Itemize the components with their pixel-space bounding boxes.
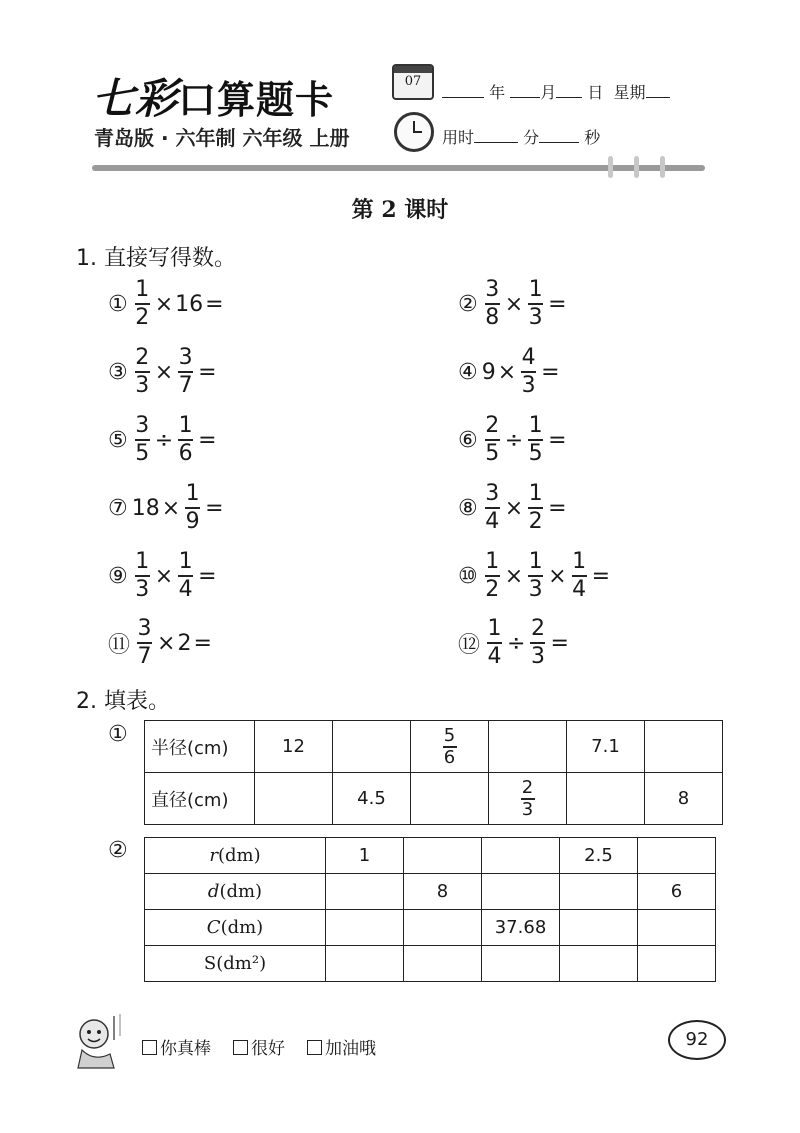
rating-option-great[interactable]: 你真棒: [142, 1034, 211, 1059]
minutes-blank[interactable]: [474, 142, 518, 143]
problem-4: ④ 9 × $\frac{4}{3}$ =: [458, 345, 560, 398]
checkbox-icon: [142, 1040, 157, 1055]
table-cell[interactable]: [404, 946, 482, 982]
title-text: 口算题卡: [178, 78, 335, 122]
radius-diameter-table: [144, 720, 723, 825]
fraction: $\frac{3}{8}$: [485, 277, 500, 330]
table-cell[interactable]: [560, 910, 638, 946]
fraction: $\frac{1}{3}$: [135, 549, 150, 602]
problem-11: ⑪ $\frac{3}{7}$ × 2 =: [108, 616, 212, 669]
table-cell[interactable]: [333, 721, 411, 773]
row-label-r: r(dm): [145, 838, 326, 874]
checkbox-icon: [233, 1040, 248, 1055]
fraction: $\frac{2}{3}$: [521, 777, 534, 820]
page-number: 92: [668, 1020, 726, 1060]
table-cell[interactable]: 12: [255, 721, 333, 773]
calendar-icon: [392, 64, 434, 100]
fraction: $\frac{1}{3}$: [528, 549, 543, 602]
table-cell[interactable]: [638, 910, 716, 946]
table-cell[interactable]: [404, 838, 482, 874]
table-cell[interactable]: 1: [326, 838, 404, 874]
table-cell[interactable]: [567, 773, 645, 825]
table-row: [145, 874, 716, 910]
circle-measures-table: [144, 837, 716, 982]
problem-8: ⑧ $\frac{3}{4}$ × $\frac{1}{2}$ =: [458, 481, 567, 534]
table-cell[interactable]: 6: [638, 874, 716, 910]
date-line: [442, 80, 670, 103]
binder-clip-icon: [660, 156, 665, 178]
table-cell[interactable]: [482, 946, 560, 982]
fraction: $\frac{3}{7}$: [137, 616, 152, 669]
table-cell[interactable]: [326, 946, 404, 982]
table-cell[interactable]: [560, 874, 638, 910]
problem-6: ⑥ $\frac{2}{5}$ ÷ $\frac{1}{5}$ =: [458, 413, 567, 466]
table-cell[interactable]: [560, 946, 638, 982]
rating-option-good[interactable]: 很好: [233, 1034, 285, 1059]
fraction: $\frac{1}{3}$: [528, 277, 543, 330]
alarm-clock-icon: [394, 112, 434, 152]
fraction: $\frac{1}{2}$: [528, 481, 543, 534]
year-blank[interactable]: [442, 97, 484, 98]
table-row: [145, 721, 723, 773]
time-line: [442, 125, 600, 148]
row-label-diameter: 直径(cm): [145, 773, 255, 825]
edition-subtitle: 青岛版 · 六年制 六年级 上册: [94, 126, 350, 150]
fraction: $\frac{1}{4}$: [487, 616, 502, 669]
table-cell[interactable]: [326, 910, 404, 946]
mascot-icon: [70, 1010, 130, 1070]
table-cell[interactable]: [645, 721, 723, 773]
table-cell[interactable]: 8: [645, 773, 723, 825]
fraction: $\frac{1}{2}$: [135, 277, 150, 330]
table-cell[interactable]: 37.68: [482, 910, 560, 946]
binder-clip-icon: [608, 156, 613, 178]
fraction: $\frac{2}{5}$: [485, 413, 500, 466]
table-cell[interactable]: [482, 874, 560, 910]
table-cell[interactable]: [489, 721, 567, 773]
fraction: $\frac{1}{5}$: [528, 413, 543, 466]
table-1-marker: ①: [108, 722, 128, 747]
problem-2: ② $\frac{3}{8}$ × $\frac{1}{3}$ =: [458, 277, 567, 330]
table-cell[interactable]: 4.5: [333, 773, 411, 825]
seconds-label: 秒: [584, 128, 601, 147]
day-blank[interactable]: [556, 97, 582, 98]
table-cell[interactable]: [638, 946, 716, 982]
table-cell[interactable]: [326, 874, 404, 910]
fraction: $\frac{2}{3}$: [530, 616, 545, 669]
fraction: $\frac{3}{4}$: [485, 481, 500, 534]
brand-name: 七彩: [92, 74, 179, 123]
weekday-label: 星期: [613, 83, 646, 102]
table-cell[interactable]: 8: [404, 874, 482, 910]
rating-option-keep-going[interactable]: 加油哦: [307, 1034, 376, 1059]
self-rating: [142, 1034, 376, 1059]
table-row: [145, 946, 716, 982]
table-cell[interactable]: 7.1: [567, 721, 645, 773]
problem-1: ① $\frac{1}{2}$ × 16 =: [108, 277, 224, 330]
row-label-radius: 半径(cm): [145, 721, 255, 773]
question-1-title: 1. 直接写得数。: [76, 246, 236, 271]
problem-3: ③ $\frac{2}{3}$ × $\frac{3}{7}$ =: [108, 345, 217, 398]
seconds-blank[interactable]: [539, 142, 579, 143]
table-cell[interactable]: [482, 838, 560, 874]
table-cell[interactable]: 2.5: [560, 838, 638, 874]
table-row: [145, 838, 716, 874]
table-cell[interactable]: [411, 721, 489, 773]
table-row: [145, 910, 716, 946]
fraction: $\frac{4}{3}$: [521, 345, 536, 398]
problem-7: ⑦ 18 × $\frac{1}{9}$ =: [108, 481, 224, 534]
header-divider: [92, 165, 705, 171]
problem-10: ⑩ $\frac{1}{2}$ × $\frac{1}{3}$ × $\frac{1}{4}$ =: [458, 549, 611, 602]
checkbox-icon: [307, 1040, 322, 1055]
calendar-number: 07: [404, 74, 422, 89]
fraction: $\frac{1}{4}$: [178, 549, 193, 602]
fraction: $\frac{3}{7}$: [178, 345, 193, 398]
binder-clip-icon: [634, 156, 639, 178]
table-2-marker: ②: [108, 838, 128, 863]
day-label: 日: [587, 83, 604, 102]
card-title: [92, 66, 334, 126]
problem-9: ⑨ $\frac{1}{3}$ × $\frac{1}{4}$ =: [108, 549, 217, 602]
table-cell[interactable]: [638, 838, 716, 874]
lesson-title: 第 2 课时: [351, 197, 449, 223]
fraction: $\frac{5}{6}$: [443, 725, 456, 768]
table-row: [145, 773, 723, 825]
fraction: $\frac{3}{5}$: [135, 413, 150, 466]
fraction: $\frac{1}{9}$: [185, 481, 200, 534]
month-label: 月: [540, 83, 557, 102]
table-cell[interactable]: [255, 773, 333, 825]
year-label: 年: [489, 83, 506, 102]
problem-12: ⑫ $\frac{1}{4}$ ÷ $\frac{2}{3}$ =: [458, 616, 569, 669]
table-cell[interactable]: [404, 910, 482, 946]
fraction: $\frac{2}{3}$: [135, 345, 150, 398]
row-label-c: C(dm): [145, 910, 326, 946]
fraction: $\frac{1}{6}$: [178, 413, 193, 466]
row-label-d: d(dm): [145, 874, 326, 910]
weekday-blank[interactable]: [646, 97, 670, 98]
table-cell[interactable]: [489, 773, 567, 825]
month-blank[interactable]: [510, 97, 540, 98]
fraction: $\frac{1}{2}$: [485, 549, 500, 602]
row-label-s: S(dm²): [145, 946, 326, 982]
table-cell[interactable]: [411, 773, 489, 825]
question-2-title: 2. 填表。: [76, 689, 170, 714]
fraction: $\frac{1}{4}$: [572, 549, 587, 602]
minutes-label: 分: [523, 128, 540, 147]
time-label: 用时: [442, 128, 475, 147]
problem-5: ⑤ $\frac{3}{5}$ ÷ $\frac{1}{6}$ =: [108, 413, 217, 466]
